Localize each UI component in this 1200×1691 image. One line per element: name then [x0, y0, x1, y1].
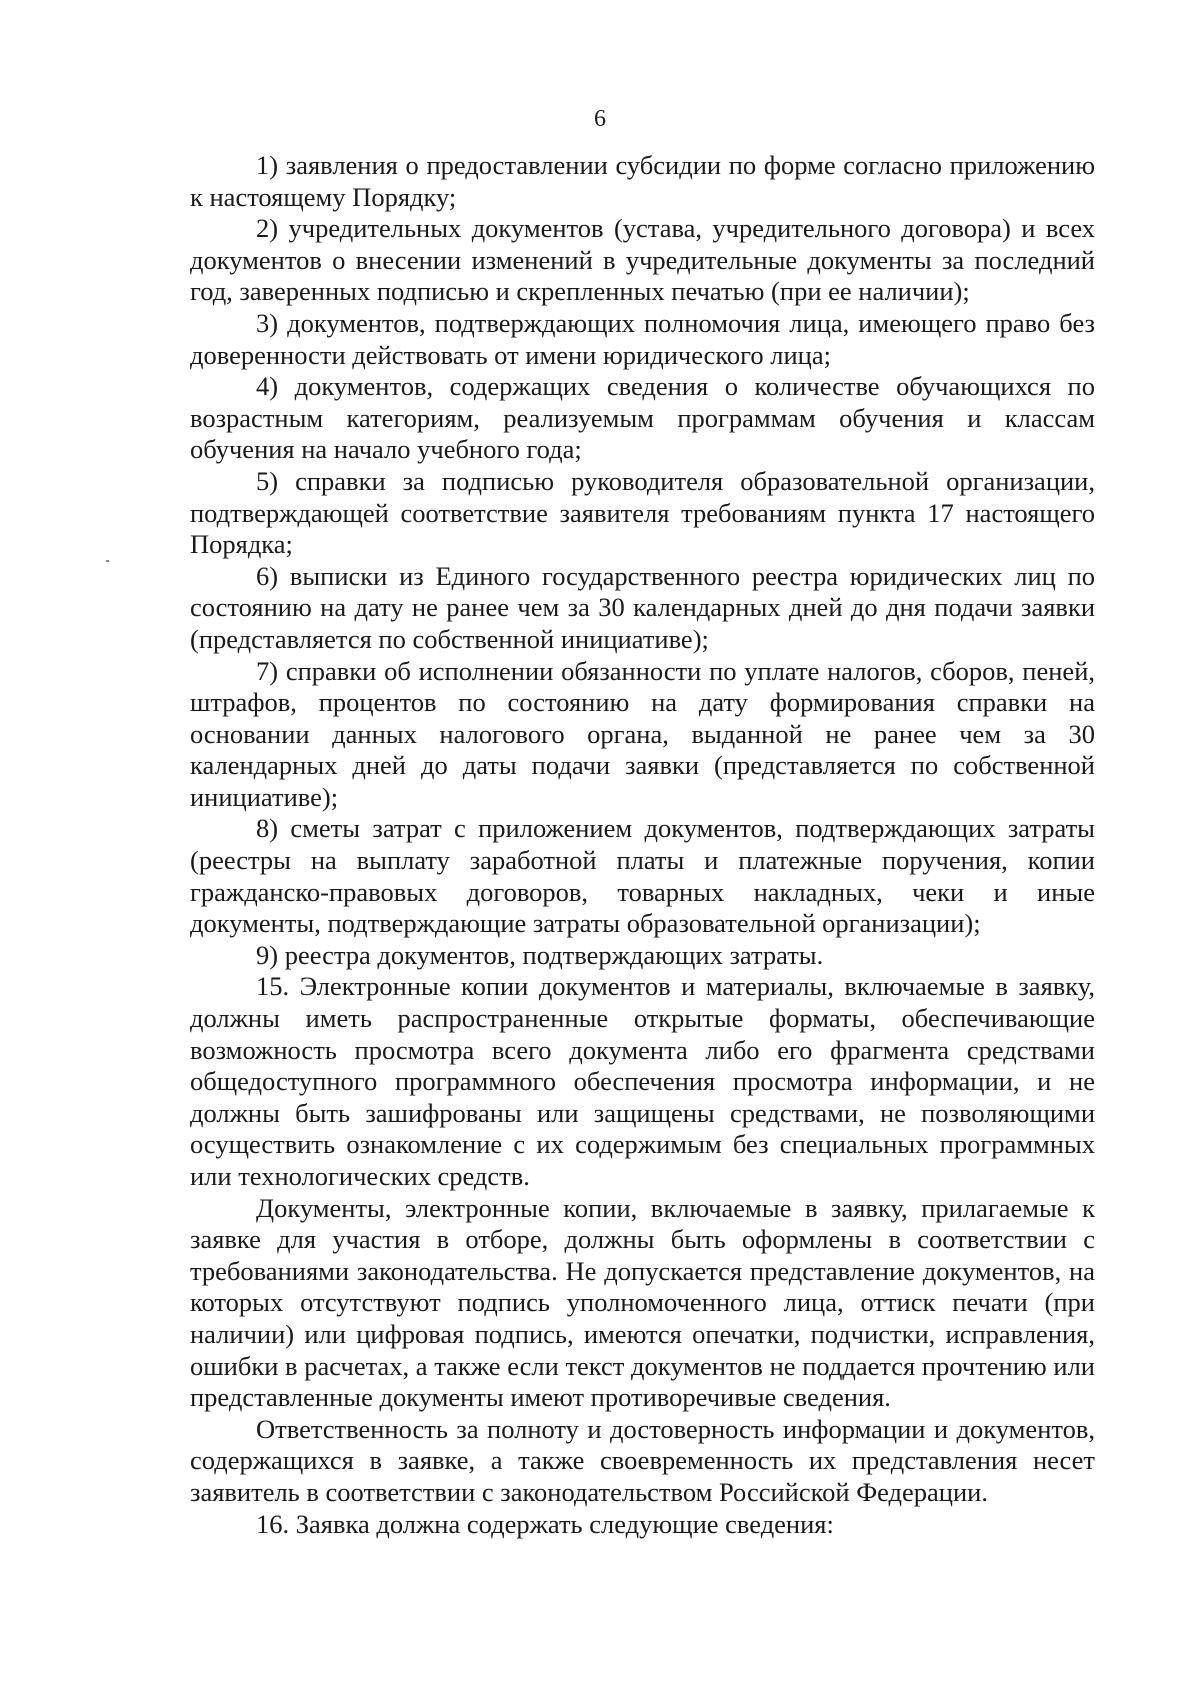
list-item-1: 1) заявления о предоставлении субсидии по форме согласно приложению к настоящему Порядку; [190, 150, 1095, 212]
scan-speck [106, 560, 109, 562]
list-item-8: 8) сметы затрат с приложением документов, подтверждающих затраты (реестры на выплату заработной платы и платежные поручения, копии гражданско-правовых договоров, товарных накладных, чеки и иные документы, подтверждающие затраты образовательной организации); [190, 813, 1095, 939]
list-item-4: 4) документов, содержащих сведения о количестве обучающихся по возрастным категориям, реализуемым программам обучения и классам обучения на начало учебного года; [190, 371, 1095, 465]
list-item-3: 3) документов, подтверждающих полномочия лица, имеющего право без доверенности действовать от имени юридического лица; [190, 307, 1095, 370]
clause-16: 16. Заявка должна содержать следующие сведения: [256, 1508, 834, 1539]
list-item-7: 7) справки об исполнении обязанности по уплате налогов, сборов, пеней, штрафов, процентов по состоянию на дату формирования справки на основании данных налогового органа, выданной не ранее чем за 30 календарных дней до даты подачи заявки (представляется по собственной инициативе); [190, 655, 1095, 812]
list-item-6: 6) выписки из Единого государственного реестра юридических лиц по состоянию на дату не ранее чем за 30 календарных дней до дня подачи заявки (представляется по собственной инициативе); [190, 560, 1095, 654]
clause-15: 15. Электронные копии документов и материалы, включаемые в заявку, должны иметь распространенные открытые форматы, обеспечивающие возможность просмотра всего документа либо его фрагмента средствами общедоступного программного обеспечения просмотра информации, и не должны быть зашифрованы или защищены средствами, не позволяющими осуществить ознакомление с их содержимым без специальных программных или технологических средств. [190, 971, 1095, 1191]
list-item-9: 9) реестра документов, подтверждающих затраты. [256, 939, 824, 970]
list-item-2: 2) учредительных документов (устава, учредительного договора) и всех документов о внесении изменений в учредительные документы за последний год, заверенных подписью и скрепленных печатью (при ее наличии); [190, 213, 1095, 307]
clause-15-responsibility: Ответственность за полноту и достоверность информации и документов, содержащихся в заявке, а также своевременность их представления несет заявитель в соответствии с законодательством Российской Федерации. [190, 1413, 1095, 1507]
clause-15-documents-requirements: Документы, электронные копии, включаемые в заявку, прилагаемые к заявке для участия в отборе, должны быть оформлены в соответствии с требованиями законодательства. Не допускается представление документов, на которых отсутствуют подпись уполномоченного лица, оттиск печати (при наличии) или цифровая подпись, имеются опечатки, подчистки, исправления, ошибки в расчетах, а также если текст документов не поддается прочтению или представленные документы имеют противоречивые сведения. [190, 1192, 1095, 1413]
document-body [190, 150, 1095, 1540]
page-number: 6 [594, 106, 606, 132]
list-item-5: 5) справки за подписью руководителя образовательной организации, подтверждающей соответствие заявителя требованиям пункта 17 настоящего Порядка; [190, 465, 1095, 560]
